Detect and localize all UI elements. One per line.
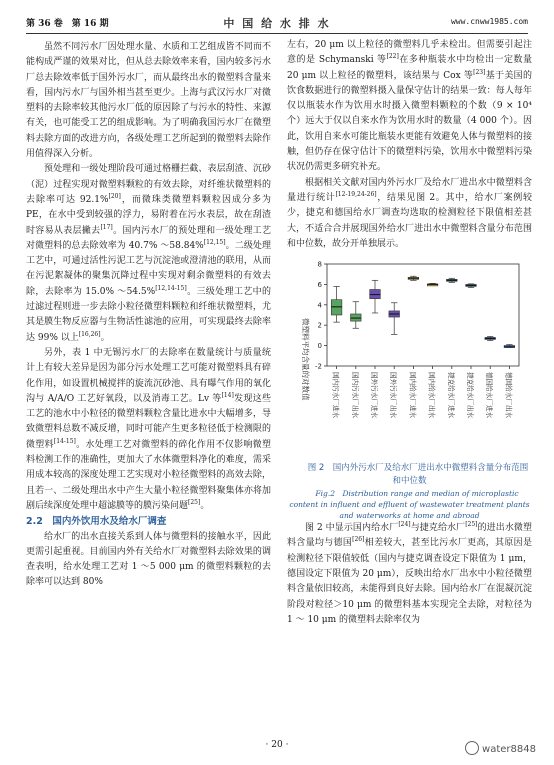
figure-2 bbox=[287, 256, 532, 462]
x-tick-label: 国外污水厂进水 bbox=[370, 372, 378, 419]
citation[interactable]: [12,15] bbox=[203, 238, 226, 246]
citation[interactable]: [25] bbox=[465, 521, 478, 529]
x-tick-label: 国内给水厂进水 bbox=[408, 372, 417, 419]
paragraph: 另外，表 1 中无锡污水厂的去除率在数量统计与质量统计上有较大差异是因为部分污水处理工艺可能对微塑料具有碎化作用，如设置机械搅拌的旋流沉砂池、具有曝气作用的氧化沟与 A/A/O 工艺好氧段，以及消毒工艺。Lv 等[14]发现这些工艺的池水中小粒径的微塑料颗粒含量比进水中大幅增多，导致微塑料总数不减反增，同时可能产生更多粒径低于检测限的微塑料[14-15]。水处理工艺对微塑料的碎化作用不仅影响微塑料检测工作的准确性，更加大了水体微塑料净化的难度，需采用成本较高的深度处理工艺实现对小粒径微塑料的高效去除，且若一、二级处理出水中产生大量小粒径微塑料聚集体亦将加剧后续深度处理中超滤膜等的膜污染问题[25]。 bbox=[26, 347, 271, 511]
citation[interactable]: [22] bbox=[386, 53, 399, 61]
citation[interactable]: [20] bbox=[108, 192, 121, 200]
citation[interactable]: [24] bbox=[398, 521, 411, 529]
section-heading: 2.2 国内外饮用水及给水厂调查 bbox=[26, 516, 167, 528]
x-tick-label: 国外污水厂出水 bbox=[389, 372, 398, 419]
box-iqr bbox=[370, 290, 381, 299]
box-10 bbox=[504, 345, 515, 348]
x-tick-label: 德国给水厂出水 bbox=[504, 372, 513, 419]
box-6 bbox=[427, 284, 438, 287]
x-tick-label: 捷克给水厂出水 bbox=[466, 372, 474, 419]
page-number: · 20 · bbox=[265, 740, 289, 750]
x-tick-label: 国内污水厂出水 bbox=[350, 372, 359, 419]
watermark bbox=[465, 741, 536, 755]
y-tick-label: 4 bbox=[317, 301, 322, 310]
citation[interactable]: [26] bbox=[352, 536, 365, 544]
box-1 bbox=[331, 287, 342, 323]
header-rule bbox=[26, 33, 528, 34]
figure-caption-en: Fig.2 Distribution range and median of microplastic content in influent and effluent of wastewater treatment plants and waterworks at home and abroad bbox=[289, 489, 530, 521]
citation[interactable]: [17] bbox=[100, 223, 113, 231]
paragraph: 预处理和一级处理阶段可通过格栅拦截、表层刮渣、沉砂（泥）过程实现对微塑料颗粒的有效去除，对纤维状微塑料的去除率可达 92.1%[20]，而微珠类微塑料颗粒因成分多为 PE，在水中受到较强的浮力，易附着在污水表层，故在刮渣时容易从表层撇去[17]。国内污水厂的预处理和一级处理工艺对微塑料的总去除效率为 40.7% ～58.84%[12,15]。二级处理工艺中，可通过活性污泥工艺与沉淀池或澄清池的联用，从而在污泥絮凝体的聚集沉降过程中实现对剩余微塑料的有效去除，去除率为 15.0% ～54.5%[12,14-15]。三级处理工艺中的过滤过程则进一步去除小粒径微塑料颗粒和纤维状微塑料，尤其是膜生物反应器与生物活性滤池的应用，可实现最终去除率达 99% 以上[16,26]。 bbox=[26, 164, 271, 343]
box-8 bbox=[466, 284, 477, 288]
citation[interactable]: [14-15] bbox=[53, 437, 76, 445]
citation[interactable]: [16,26] bbox=[78, 330, 101, 338]
paragraph: 根据相关文献对国内外污水厂及给水厂进出水中微塑料含量进行统计[12-19,24-26]，结果见图 2。其中，给水厂案例较少，捷克和德国给水厂调查均选取的检测粒径下限值相差甚大，不适合合并展现国外给水厂进出水中微塑料含量分布范围和中位数，故分开单独展示。 bbox=[287, 177, 532, 249]
box-7 bbox=[447, 278, 458, 282]
citation[interactable]: [12-19,24-26] bbox=[335, 190, 377, 198]
running-header bbox=[26, 16, 528, 32]
citation[interactable]: [12,14-15] bbox=[155, 284, 187, 292]
journal-title: 中 国 给 水 排 水 bbox=[223, 17, 331, 30]
right-column bbox=[287, 38, 532, 628]
website-link[interactable]: www.cnww1985.com bbox=[450, 17, 528, 26]
y-tick-label: 6 bbox=[317, 281, 322, 290]
box-5 bbox=[408, 276, 419, 280]
box-2 bbox=[351, 302, 362, 329]
box-9 bbox=[485, 337, 496, 341]
paragraph: 左右，20 μm 以上粒径的微塑料几乎未检出。但需要引起注意的是 Schymanski 等[22]在多种瓶装水中均检出一定数量 20 μm 以上粒径的微塑料，该结果与 Cox 等[23]基于美国的饮食数据进行的微塑料摄入量保守估计的结果一致：每人每年仅以瓶装水作为饮用水时摄入微塑料颗粒的个数（9 × 10⁴ 个）远大于仅以自来水作为饮用水时的数量（4 000 个）。因此，饮用自来水可能比瓶装水更能有效避免人体与微塑料的接触，但仍存在保守估计下的微塑料污染，饮用水中微塑料污染状况仍需更多研究补充。 bbox=[287, 40, 532, 173]
left-column bbox=[26, 40, 271, 591]
y-tick-label: 0 bbox=[317, 342, 322, 351]
citation[interactable]: [25] bbox=[188, 498, 201, 506]
wechat-icon bbox=[465, 741, 479, 755]
box-4 bbox=[389, 303, 400, 335]
figure-caption-zh: 图 2 国内外污水厂及给水厂进出水中微塑料含量分布范围和中位数 bbox=[307, 463, 529, 487]
issue-label: 第 36 卷 第 16 期 bbox=[26, 19, 109, 29]
y-axis-label: 微塑料平均含量的对数值 bbox=[301, 318, 310, 401]
x-tick-label: 德国给水厂进水 bbox=[485, 372, 494, 419]
box-iqr bbox=[331, 300, 342, 315]
x-tick-label: 国内给水厂出水 bbox=[427, 372, 436, 419]
x-tick-label: 国内污水厂进水 bbox=[331, 372, 340, 419]
y-tick-label: 2 bbox=[317, 321, 322, 330]
watermark-text: water8848 bbox=[482, 744, 536, 755]
x-tick-label: 捷克给水厂进水 bbox=[446, 372, 455, 419]
paragraph: 给水厂的出水直接关系到人体与微塑料的接触水平，因此更需引起重视。目前国内外有关给水厂对微塑料去除效果的调查表明，给水处理工艺对 1 ～5 000 μm 的微塑料颗粒的去除率可以达到 80% bbox=[26, 531, 271, 588]
box-iqr bbox=[351, 314, 362, 321]
paragraph: 图 2 中显示国内给水厂[24]与捷克给水厂[25]的进出水微塑料含量均与德国[26]相差较大，甚至比污水厂更高，其原因是检测粒径下限值较低（国内与捷克调查设定下限值为 1 μm，德国设定下限值为 20 μm），反映出给水厂出水中小粒径微塑料含量依旧较高，未能得到良好去除。国内给水厂在混凝沉淀阶段对粒径＞10 μm 的微塑料基本实现完全去除，对粒径为 1 ～ 10 μm 的微塑料去除率仅为 bbox=[287, 521, 532, 625]
citation[interactable]: [14] bbox=[221, 391, 234, 399]
y-tick-label: 8 bbox=[317, 260, 322, 269]
citation[interactable]: [23] bbox=[473, 68, 486, 76]
box-plot-chart bbox=[287, 256, 532, 462]
paragraph: 虽然不同污水厂因处理水量、水质和工艺组成皆不同而不能构成严谨的效果对比，但从总去除效率来看，国内较多污水厂总去除效率低于国外污水厂，而从最终出水的微塑料含量来看，国内污水厂与国外相当甚至更少。上海与武汉污水厂对微塑料的去除率较其他污水厂低的原因除了与污水的特性、来源有关，也可能受工艺的组成影响。为了明确我国污水厂在微塑料去除方面的改进方向，各级处理工艺所起到的微塑料去除作用值得深入分析。 bbox=[26, 42, 271, 160]
y-tick-label: -2 bbox=[315, 362, 322, 371]
box-3 bbox=[370, 280, 381, 313]
